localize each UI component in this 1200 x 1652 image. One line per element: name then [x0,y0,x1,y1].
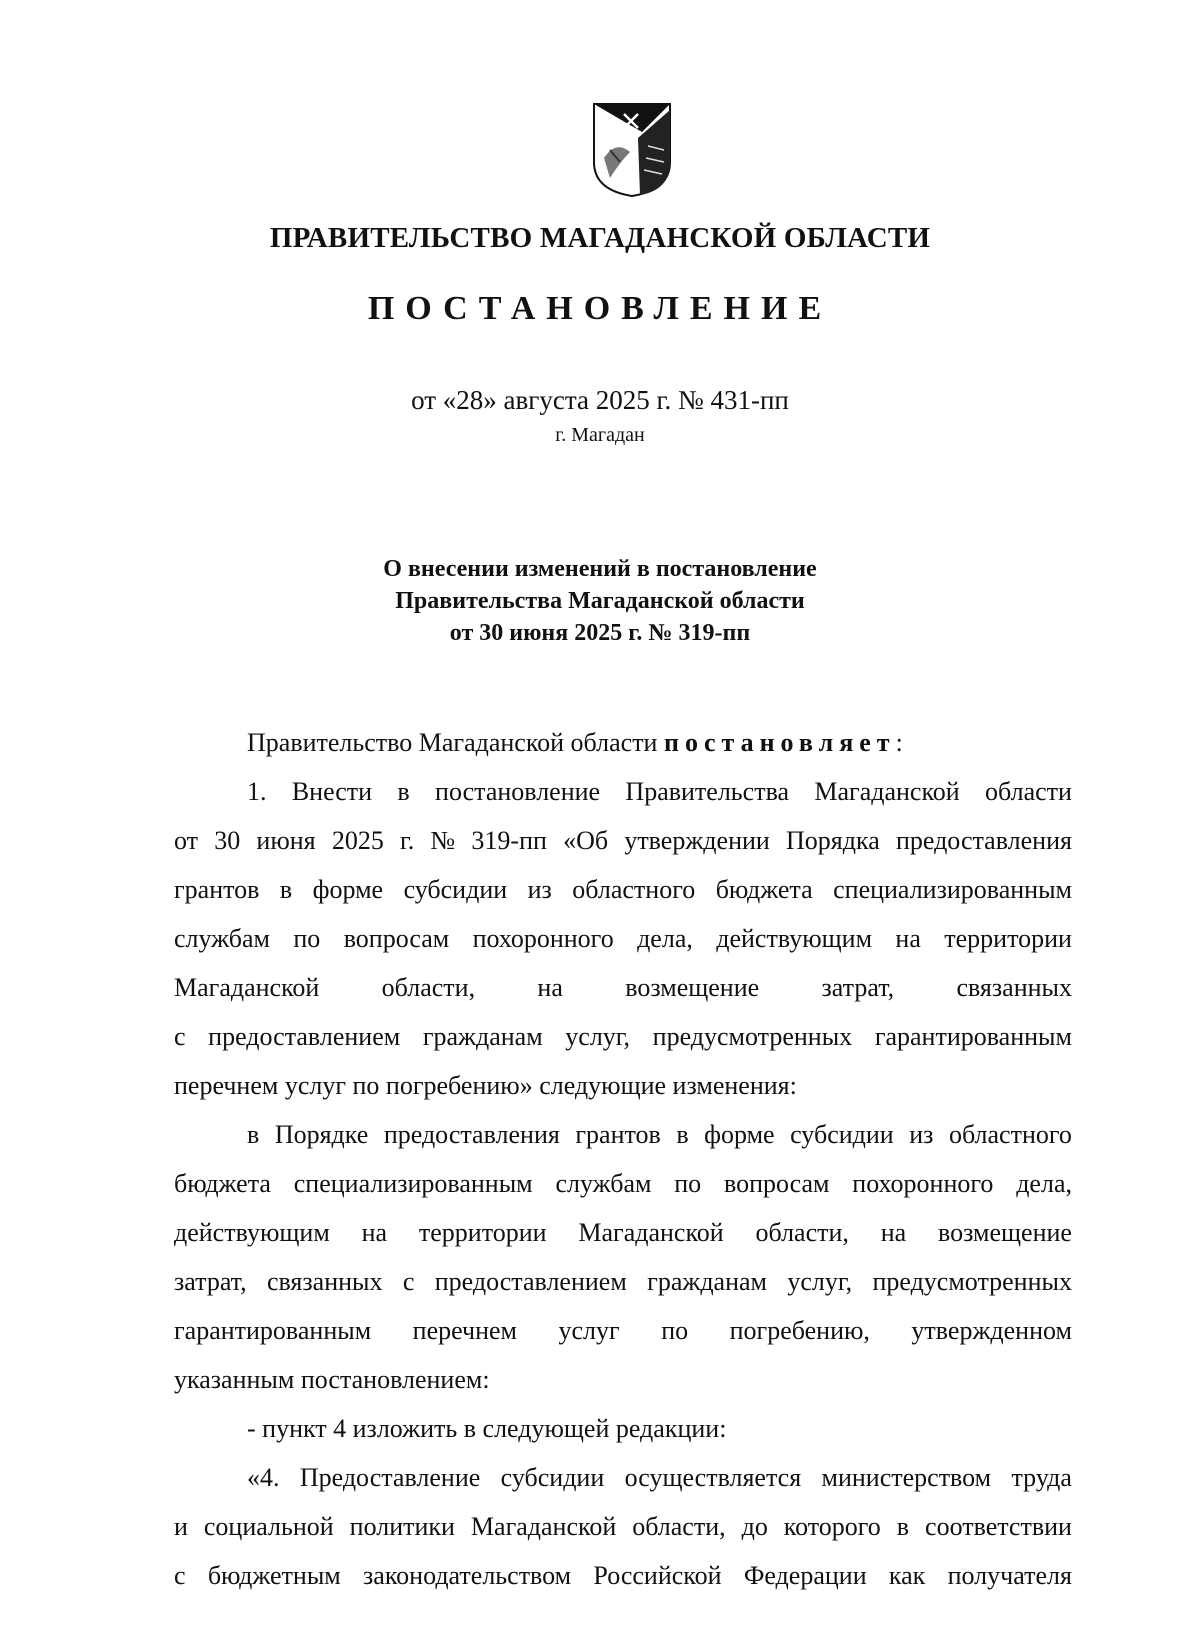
paragraph-line [174,963,1072,1012]
paragraph-line [174,865,1072,914]
word: области, [632,1512,726,1541]
word: г. [400,826,415,855]
word: бюджета [174,1169,271,1198]
word: № [430,826,456,855]
word: форме [704,1120,775,1149]
document-body [174,718,1072,1600]
paragraph [174,767,1072,1110]
word: осуществляется [624,1463,802,1492]
word: гарантированным [874,1022,1072,1051]
word: грантов [174,875,260,904]
intro-line [174,718,1072,767]
word: областного [948,1120,1072,1149]
word: Магаданской [174,973,320,1002]
word: в [676,1120,689,1149]
word: Российской [593,1561,722,1590]
word: возмещение [938,1218,1072,1247]
subject-line: О внесении изменений в постановление [383,556,817,582]
word: связанных [266,1267,383,1296]
word: в [397,777,410,806]
word: по [293,924,321,953]
word: услуг, [787,1267,853,1296]
word: до [741,1512,768,1541]
paragraph-line [174,914,1072,963]
word: Магаданской [578,1218,724,1247]
word: специализированным [293,1169,533,1198]
paragraph-line [174,1159,1072,1208]
word: грантов [575,1120,661,1149]
word: Порядка [786,826,880,855]
paragraph [174,1110,1072,1404]
word: территории [418,1218,547,1247]
word: области, [381,973,476,1002]
word: предоставлением [434,1267,627,1296]
word: погребению, [729,1316,870,1345]
document-subject [0,553,1200,649]
word: Внести [291,777,373,806]
word: областного [572,875,696,904]
word: службам [555,1169,652,1198]
word: труда [1011,1463,1072,1492]
word: в [247,1120,260,1149]
word: по [674,1169,702,1198]
subject-line: Правительства Магаданской области [395,588,805,614]
word: Магаданской [814,777,960,806]
paragraph-line [174,1453,1072,1502]
word: действующим [174,1218,330,1247]
word: специализированным [833,875,1072,904]
word: гарантированным [174,1316,372,1345]
word: «Об [563,826,609,855]
paragraph [174,1453,1072,1600]
word: дела, [1016,1169,1072,1198]
word: с [402,1267,415,1296]
subject-line: от 30 июня 2025 г. № 319-пп [449,620,751,646]
intro-action: постановляет [663,728,896,757]
word: области, [755,1218,849,1247]
intro-suffix: : [895,728,903,757]
word: из [527,875,552,904]
paragraph-line [174,1306,1072,1355]
word: предусмотренных [652,1022,853,1051]
word: утвержденном [911,1316,1072,1345]
paragraphs [174,767,1072,1600]
word: предоставлением [208,1022,401,1051]
word: субсидии [500,1463,605,1492]
word: территории [944,924,1072,953]
word: дела, [637,924,693,953]
word: затрат, [821,973,895,1002]
paragraph-line [174,1257,1072,1306]
word: Федерации [743,1561,867,1590]
paragraph-last-line: перечнем услуг по погребению» следующие изменения: [174,1071,797,1100]
word: июня [256,826,316,855]
word: бюджетным [207,1561,341,1590]
intro-prefix: Правительство Магаданской области [247,728,658,757]
paragraph [174,1404,1072,1453]
word: услуг, [565,1022,631,1051]
document-type-title: ПОСТАНОВЛЕНИЕ [367,290,833,327]
word: с [174,1022,186,1051]
word: на [895,924,921,953]
word: гражданам [422,1022,543,1051]
word: вопросам [343,924,450,953]
paragraph-line [174,1110,1072,1159]
word: службам [174,924,271,953]
word: из [909,1120,934,1149]
paragraph-line [174,1012,1072,1061]
word: Магаданской [470,1512,617,1541]
word: связанных [956,973,1072,1002]
word: и [174,1512,188,1541]
word: действующим [716,924,873,953]
paragraph-line [174,816,1072,865]
word: 2025 [331,826,384,855]
paragraph-line [174,767,1072,816]
word: предусмотренных [872,1267,1072,1296]
word: Предоставление [299,1463,481,1492]
word: «4. [247,1463,280,1492]
word: Правительства [625,777,790,806]
word: услуг [558,1316,620,1345]
paragraph-last-line: - пункт 4 изложить в следующей редакции: [247,1414,727,1443]
word: с [174,1561,186,1590]
word: 1. [247,777,267,806]
word: министерством [821,1463,992,1492]
word: законодательством [363,1561,572,1590]
word: возмещение [625,973,760,1002]
word: 319-пп [471,826,547,855]
word: на [537,973,563,1002]
word: субсидии [403,875,508,904]
word: предоставления [383,1120,560,1149]
word: на [361,1218,388,1247]
word: перечнем [412,1316,518,1345]
paragraph-last-line: указанным постановлением: [174,1365,490,1394]
magadan-coat-of-arms-icon [592,102,672,198]
word: соответствии [925,1512,1072,1541]
word: по [661,1316,689,1345]
paragraph-line [174,1551,1072,1600]
word: Порядке [274,1120,369,1149]
word: постановление [435,777,601,806]
word: гражданам [647,1267,767,1296]
word: похоронного [852,1169,994,1198]
word: которого [783,1512,881,1541]
word: от [174,826,199,855]
paragraph-line [174,1502,1072,1551]
word: в [279,875,293,904]
word: похоронного [472,924,614,953]
word: затрат, [174,1267,247,1296]
word: субсидии [790,1120,894,1149]
word: социальной [203,1512,334,1541]
word: в [896,1512,910,1541]
document-city: г. Магадан [555,424,645,446]
word: форме [312,875,384,904]
word: получателя [947,1561,1072,1590]
word: бюджета [715,875,813,904]
word: области [985,777,1072,806]
word: на [880,1218,907,1247]
government-title: ПРАВИТЕЛЬСТВО МАГАДАНСКОЙ ОБЛАСТИ [269,222,931,254]
word: 30 [214,826,241,855]
word: как [888,1561,926,1590]
word: вопросам [723,1169,830,1198]
document-date-number: от «28» августа 2025 г. № 431-пп [411,385,789,415]
word: предоставления [895,826,1072,855]
word: политики [349,1512,455,1541]
paragraph-line [174,1208,1072,1257]
word: утверждении [624,826,770,855]
